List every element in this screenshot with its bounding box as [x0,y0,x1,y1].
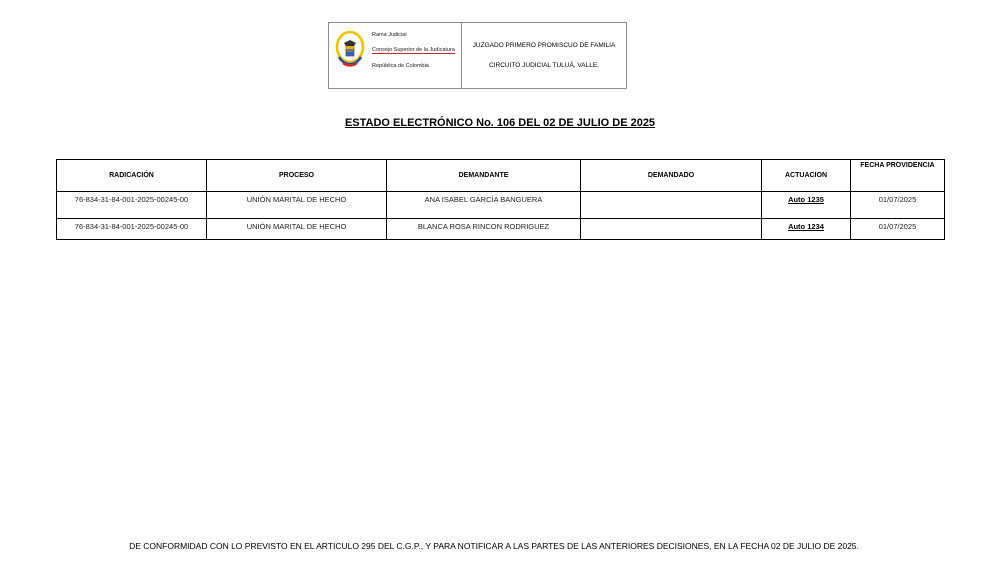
cell-demandante: ANA ISABEL GARCÍA BANGUERA [387,192,581,219]
cell-proceso: UNIÓN MARITAL DE HECHO [207,192,387,219]
column-header-radicacion: RADICACIÓN [57,160,207,192]
column-header-fecha-providencia: FECHA PROVIDENCIA [851,160,945,192]
legal-notice: DE CONFORMIDAD CON LO PREVISTO EN EL ARTICULO 295 DEL C.G.P., Y PARA NOTIFICAR A LAS PARTES DE LAS ANTERIORES DECISIONES, EN LA FECHA 02 DE JULIO DE 2025. [129,541,859,551]
cell-proceso: UNIÓN MARITAL DE HECHO [207,219,387,240]
court-circuit: CIRCUITO JUDICIAL TULUÁ, VALLE. [489,62,599,69]
cell-actuacion [762,192,851,219]
cell-radicacion: 76-834-31-84-001-2025-00245-00 [57,219,207,240]
estado-table [56,159,945,240]
column-header-demandado: DEMANDADO [581,160,762,192]
institution-block [329,23,462,88]
institution-line-rama: Rama Judicial [372,32,407,38]
actuacion-link[interactable]: Auto 1235 [788,195,824,204]
cell-demandado [581,219,762,240]
institution-line-republica: República de Colombia [372,63,429,69]
cell-demandante: BLANCA ROSA RINCON RODRIGUEZ [387,219,581,240]
column-header-actuacion: ACTUACION [762,160,851,192]
table-header-row [57,160,945,192]
column-header-proceso: PROCESO [207,160,387,192]
document-header [328,22,627,89]
column-header-demandante: DEMANDANTE [387,160,581,192]
table-row [57,192,945,219]
cell-fecha: 01/07/2025 [851,192,945,219]
cell-fecha: 01/07/2025 [851,219,945,240]
actuacion-link[interactable]: Auto 1234 [788,222,824,231]
cell-demandado [581,192,762,219]
cell-actuacion [762,219,851,240]
cell-radicacion: 76-834-31-84-001-2025-00245-00 [57,192,207,219]
institution-line-consejo: Consejo Superior de la Judicatura [372,47,455,53]
colombia-coat-of-arms-icon [334,29,366,69]
court-name: JUZGADO PRIMERO PROMISCUO DE FAMILIA [472,42,616,49]
document-title: ESTADO ELECTRÓNICO No. 106 DEL 02 DE JULIO DE 2025 [344,117,656,129]
table-row [57,219,945,240]
court-block [462,23,626,88]
